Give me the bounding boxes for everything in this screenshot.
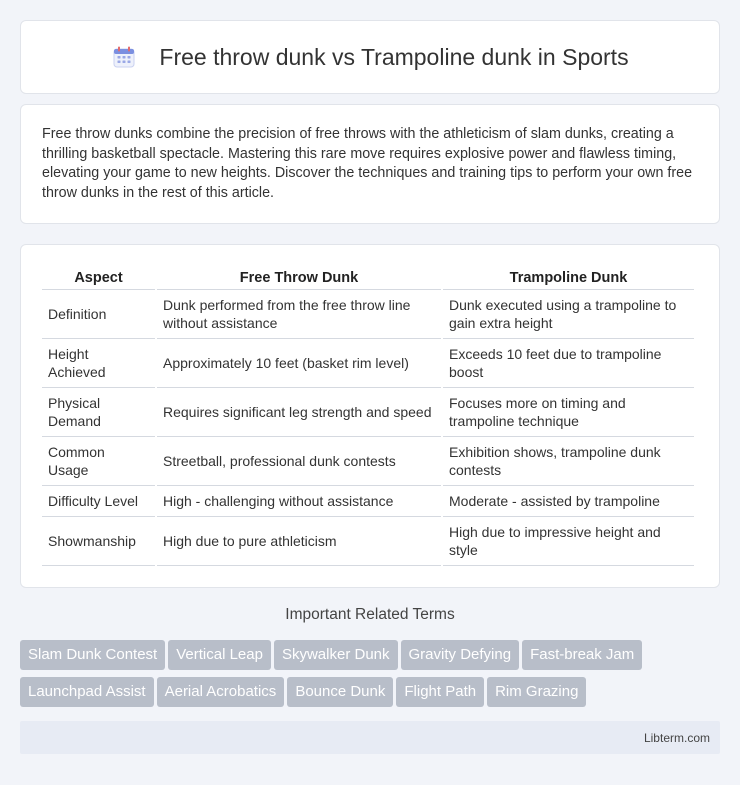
table-row — [42, 486, 694, 517]
term-tag[interactable]: Flight Path — [396, 677, 484, 707]
comparison-table — [40, 265, 696, 566]
table-cell: Moderate - assisted by trampoline — [443, 486, 694, 517]
table-cell: Exhibition shows, trampoline dunk contests — [443, 437, 694, 486]
table-cell: Common Usage — [42, 437, 155, 486]
table-row — [42, 388, 694, 437]
header-card — [20, 20, 720, 94]
header-trampoline-dunk: Trampoline Dunk — [443, 265, 694, 290]
table-cell: Height Achieved — [42, 339, 155, 388]
footer-site-link[interactable]: Libterm.com — [643, 731, 710, 745]
table-cell: High due to impressive height and style — [443, 517, 694, 566]
table-row — [42, 339, 694, 388]
table-cell: Exceeds 10 feet due to trampoline boost — [443, 339, 694, 388]
table-cell: Physical Demand — [42, 388, 155, 437]
table-cell: Streetball, professional dunk contests — [157, 437, 441, 486]
table-cell: Showmanship — [42, 517, 155, 566]
table-cell: High - challenging without assistance — [157, 486, 441, 517]
term-tag[interactable]: Launchpad Assist — [20, 677, 154, 707]
intro-card — [20, 104, 720, 224]
related-terms-list — [20, 640, 730, 714]
page-title: Free throw dunk vs Trampoline dunk in Sports — [159, 43, 629, 70]
table-row — [42, 290, 694, 339]
table-cell: Dunk executed using a trampoline to gain extra height — [443, 290, 694, 339]
table-cell: Approximately 10 feet (basket rim level) — [157, 339, 441, 388]
term-tag[interactable]: Aerial Acrobatics — [157, 677, 285, 707]
table-row — [42, 517, 694, 566]
table-cell: Definition — [42, 290, 155, 339]
term-tag[interactable]: Gravity Defying — [401, 640, 520, 670]
table-cell: High due to pure athleticism — [157, 517, 441, 566]
header-free-throw-dunk: Free Throw Dunk — [157, 265, 441, 290]
table-cell: Requires significant leg strength and speed — [157, 388, 441, 437]
term-tag[interactable]: Vertical Leap — [168, 640, 271, 670]
header-aspect: Aspect — [42, 265, 155, 290]
term-tag[interactable]: Skywalker Dunk — [274, 640, 398, 670]
term-tag[interactable]: Fast-break Jam — [522, 640, 642, 670]
table-cell: Dunk performed from the free throw line without assistance — [157, 290, 441, 339]
calendar-icon — [111, 44, 137, 70]
term-tag[interactable]: Slam Dunk Contest — [20, 640, 165, 670]
intro-text: Free throw dunks combine the precision of free throws with the athleticism of slam dunks, creating a thrilling basketball spectacle. Mastering this rare move requires explosive power and flawless timing, elevating your game to new heights. Discover the techniques and training tips to perform your own free throw dunks in the rest of this article. — [42, 126, 693, 201]
table-cell: Focuses more on timing and trampoline technique — [443, 388, 694, 437]
comparison-card — [20, 244, 720, 588]
table-header-row — [42, 265, 694, 290]
footer — [20, 721, 720, 754]
term-tag[interactable]: Bounce Dunk — [287, 677, 393, 707]
table-row — [42, 437, 694, 486]
table-cell: Difficulty Level — [42, 486, 155, 517]
related-terms-title: Important Related Terms — [285, 606, 455, 623]
term-tag[interactable]: Rim Grazing — [487, 677, 586, 707]
